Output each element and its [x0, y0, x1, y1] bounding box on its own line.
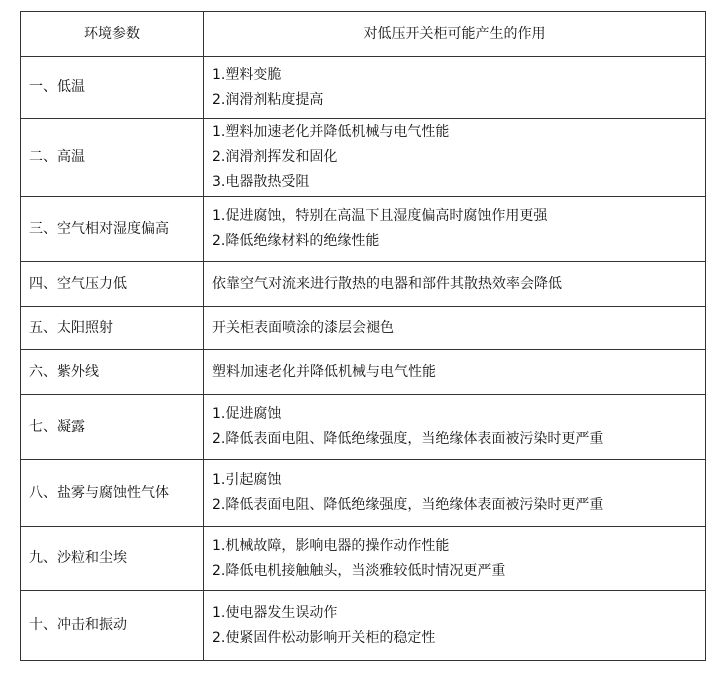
- effect-cell: [204, 197, 706, 262]
- table-row: [21, 460, 706, 527]
- param-cell: 三、空气相对湿度偏高: [21, 197, 204, 262]
- environment-parameters-table: [20, 11, 706, 661]
- effect-line: 3.电器散热受阻: [212, 174, 310, 190]
- table-row: [21, 262, 706, 307]
- param-cell: 七、凝露: [21, 395, 204, 460]
- effect-line: 2.降低表面电阻、降低绝缘强度，当绝缘体表面被污染时更严重: [212, 497, 604, 513]
- effect-line: 2.润滑剂挥发和固化: [212, 149, 338, 165]
- effect-line: 开关柜表面喷涂的漆层会褪色: [212, 319, 394, 336]
- table-row: [21, 307, 706, 350]
- effect-cell: [204, 307, 706, 350]
- effect-line: 1.促进腐蚀，特别在高温下且湿度偏高时腐蚀作用更强: [212, 208, 548, 224]
- header-effect: 对低压开关柜可能产生的作用: [204, 12, 706, 57]
- effect-line: 塑料加速老化并降低机械与电气性能: [212, 363, 436, 380]
- effect-line: 2.润滑剂粘度提高: [212, 91, 324, 108]
- param-cell: 十、冲击和振动: [21, 591, 204, 661]
- table-header-row: [21, 12, 706, 57]
- effect-cell: [204, 262, 706, 307]
- table-row: [21, 395, 706, 460]
- table-row: [21, 57, 706, 119]
- effect-cell: [204, 395, 706, 460]
- effect-line: 2.降低电机接触触头，当淡雅较低时情况更严重: [212, 562, 506, 579]
- param-cell: 四、空气压力低: [21, 262, 204, 307]
- header-parameter: 环境参数: [21, 12, 204, 57]
- effect-line: 1.引起腐蚀: [212, 472, 282, 488]
- table-row: [21, 350, 706, 395]
- effect-cell: [204, 591, 706, 661]
- effect-cell: [204, 350, 706, 395]
- effect-cell: [204, 57, 706, 119]
- table-row: [21, 197, 706, 262]
- effect-cell: [204, 527, 706, 591]
- effect-line: 1.塑料加速老化并降低机械与电气性能: [212, 124, 450, 140]
- table-row: [21, 591, 706, 661]
- effect-line: 2.降低绝缘材料的绝缘性能: [212, 233, 380, 249]
- effect-cell: [204, 460, 706, 527]
- effect-line: 1.促进腐蚀: [212, 406, 282, 422]
- effect-line: 2.使紧固件松动影响开关柜的稳定性: [212, 629, 436, 646]
- param-cell: 一、低温: [21, 57, 204, 119]
- effect-line: 2.降低表面电阻、降低绝缘强度，当绝缘体表面被污染时更严重: [212, 431, 604, 447]
- param-cell: 八、盐雾与腐蚀性气体: [21, 460, 204, 527]
- table-row: [21, 119, 706, 197]
- effect-line: 1.塑料变脆: [212, 66, 282, 83]
- param-cell: 二、高温: [21, 119, 204, 197]
- effect-line: 1.机械故障，影响电器的操作动作性能: [212, 537, 450, 554]
- param-cell: 九、沙粒和尘埃: [21, 527, 204, 591]
- param-cell: 六、紫外线: [21, 350, 204, 395]
- effect-cell: [204, 119, 706, 197]
- table-row: [21, 527, 706, 591]
- effect-line: 1.使电器发生误动作: [212, 604, 338, 621]
- param-cell: 五、太阳照射: [21, 307, 204, 350]
- effect-line: 依靠空气对流来进行散热的电器和部件其散热效率会降低: [212, 275, 562, 292]
